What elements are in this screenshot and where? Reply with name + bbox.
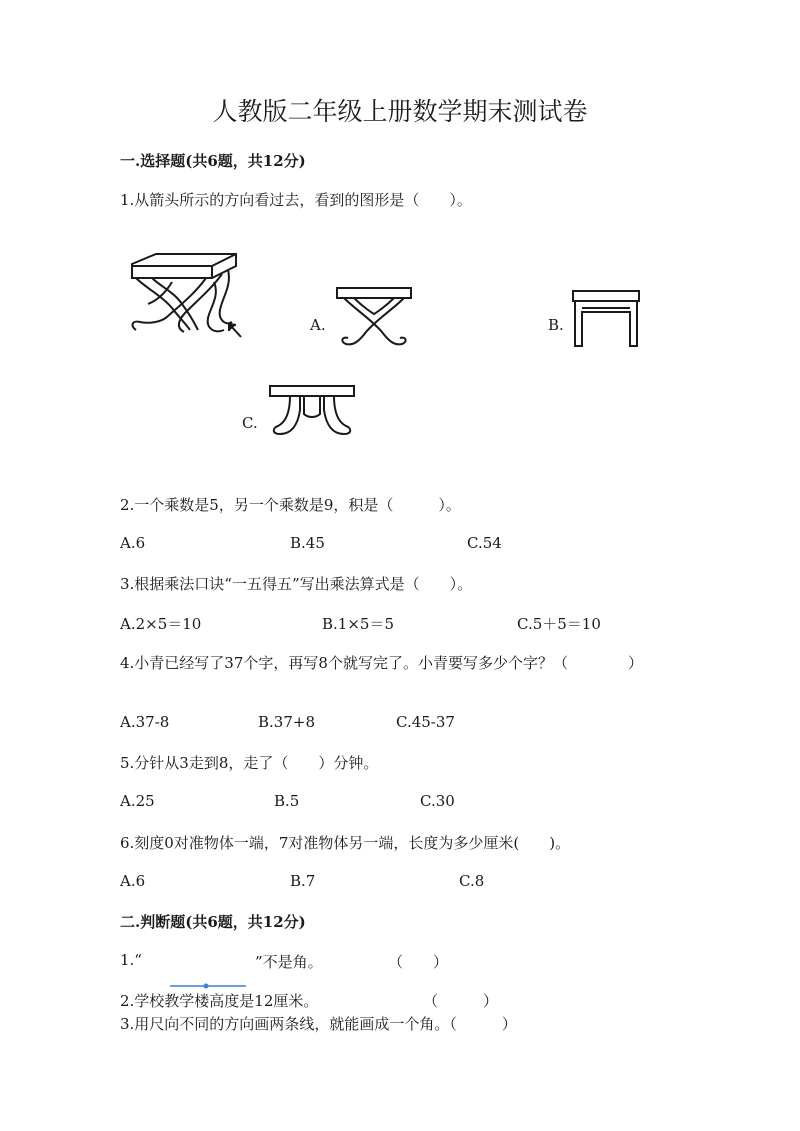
q5-option-b: B.5 (274, 792, 300, 810)
q1-option-b: B. (548, 316, 564, 334)
judge-3: 3.用尺向不同的方向画两条线，就能画成一个角。（ ） (120, 1015, 517, 1033)
q2-option-a: A.6 (120, 534, 146, 552)
q1-option-a: A. (310, 316, 326, 334)
view-x-shape-figure (336, 286, 412, 350)
judge-2: 2.学校教学楼高度是12厘米。 (120, 992, 319, 1010)
section-heading-judge: 二.判断题(共6题，共12分) (120, 913, 306, 931)
q6-option-a: A.6 (120, 872, 146, 890)
judge-1-suffix: ”不是角。 (255, 953, 323, 971)
q3-option-c: C.5＋5＝10 (517, 615, 601, 633)
question-3: 3.根据乘法口诀“一五得五”写出乘法算式是（ ）。 (120, 575, 473, 593)
question-6: 6.刻度0对准物体一端，7对准物体另一端，长度为多少厘米( )。 (120, 834, 571, 852)
view-curved-legs-figure (268, 384, 356, 440)
question-2: 2.一个乘数是5，另一个乘数是9，积是（ ）。 (120, 496, 461, 514)
q5-option-a: A.25 (120, 792, 155, 810)
judge-2-bracket: （ ） (423, 992, 499, 1010)
question-5: 5.分针从3走到8，走了（ ）分钟。 (120, 754, 379, 772)
q5-option-c: C.30 (420, 792, 455, 810)
q1-option-c: C. (242, 414, 258, 432)
judge-1-prefix: 1.“ (120, 951, 142, 969)
q3-option-b: B.1×5＝5 (322, 615, 394, 633)
judge-1-bracket: （ ） (388, 953, 449, 971)
ray-line-figure (168, 982, 248, 990)
q4-option-c: C.45-37 (396, 713, 455, 731)
q2-option-c: C.54 (467, 534, 502, 552)
q4-option-a: A.37-8 (120, 713, 170, 731)
question-4: 4.小青已经写了37个字，再写8个就写完了。小青要写多少个字？（ ） (120, 654, 643, 672)
page-title: 人教版二年级上册数学期末测试卷 (212, 97, 588, 126)
q6-option-c: C.8 (459, 872, 485, 890)
section-heading-choice: 一.选择题(共6题，共12分) (120, 152, 306, 170)
q3-option-a: A.2×5＝10 (120, 615, 202, 633)
stool-figure (128, 252, 246, 342)
q6-option-b: B.7 (290, 872, 316, 890)
q4-option-b: B.37+8 (258, 713, 315, 731)
view-frame-figure (572, 290, 640, 348)
question-1: 1.从箭头所示的方向看过去，看到的图形是（ ）。 (120, 191, 472, 209)
q2-option-b: B.45 (290, 534, 325, 552)
